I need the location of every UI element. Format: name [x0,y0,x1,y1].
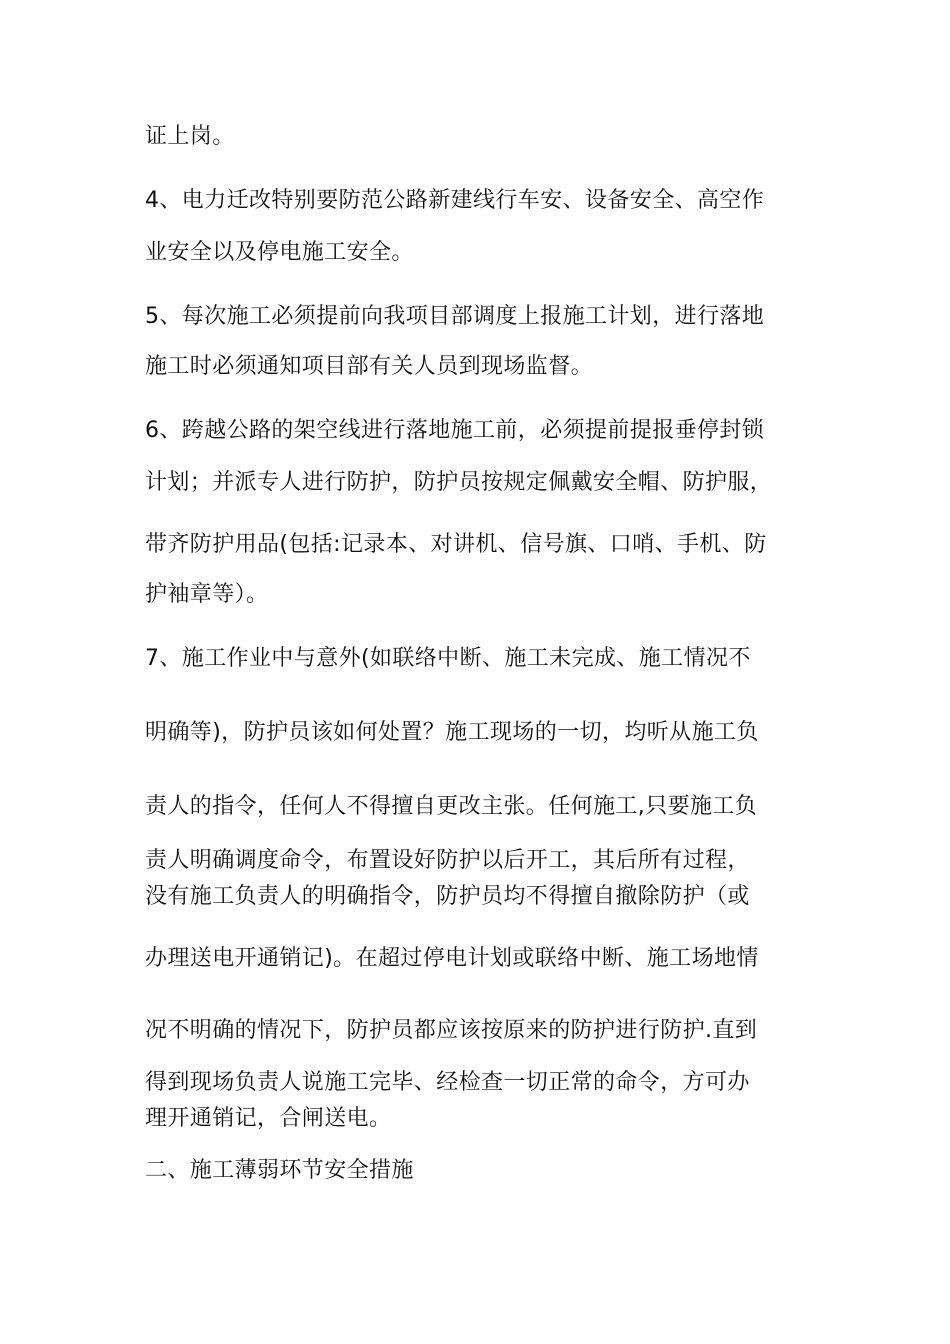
text-line: 5、每次施工必须提前向我项目部调度上报施工计划，进行落地 [145,304,765,329]
section-heading: 二、施工薄弱环节安全措施 [145,1158,414,1183]
text-line: 施工时必须通知项目部有关人员到现场监督。 [145,354,594,379]
text-line: 理开通销记，合闸送电。 [145,1106,392,1131]
text-line: 带齐防护用品(包括:记录本、对讲机、信号旗、口哨、手机、防 [145,532,767,557]
text-line: 责人明确调度命令，布置设好防护以后开工，其后所有过程， [145,848,750,873]
text-line: 4、电力迁改特别要防范公路新建线行车安、设备安全、高空作 [145,188,765,213]
text-line: 证上岗。 [145,124,235,149]
text-line: 计划；并派专人进行防护，防护员按规定佩戴安全帽、防护服， [145,470,773,495]
text-line: 责人的指令，任何人不得擅自更改主张。任何施工,只要施工负 [145,794,758,819]
text-line: 7、施工作业中与意外(如联络中断、施工未完成、施工情况不 [145,646,751,671]
text-line: 没有施工负责人的明确指令，防护员均不得擅自撤除防护（或 [145,884,750,909]
text-line: 6、跨越公路的架空线进行落地施工前，必须提前提报垂停封锁 [145,418,765,443]
text-line: 况不明确的情况下，防护员都应该按原来的防护进行防护.直到 [145,1018,758,1043]
text-line: 得到现场负责人说施工完毕、经检查一切正常的命令，方可办 [145,1070,750,1095]
text-line: 护袖章等）。 [145,582,269,607]
text-line: 明确等)，防护员该如何处置？施工现场的一切，均听从施工负 [145,720,759,745]
text-line: 办理送电开通销记)。在超过停电计划或联络中断、施工场地情 [145,946,759,971]
text-line: 业安全以及停电施工安全。 [145,240,414,265]
